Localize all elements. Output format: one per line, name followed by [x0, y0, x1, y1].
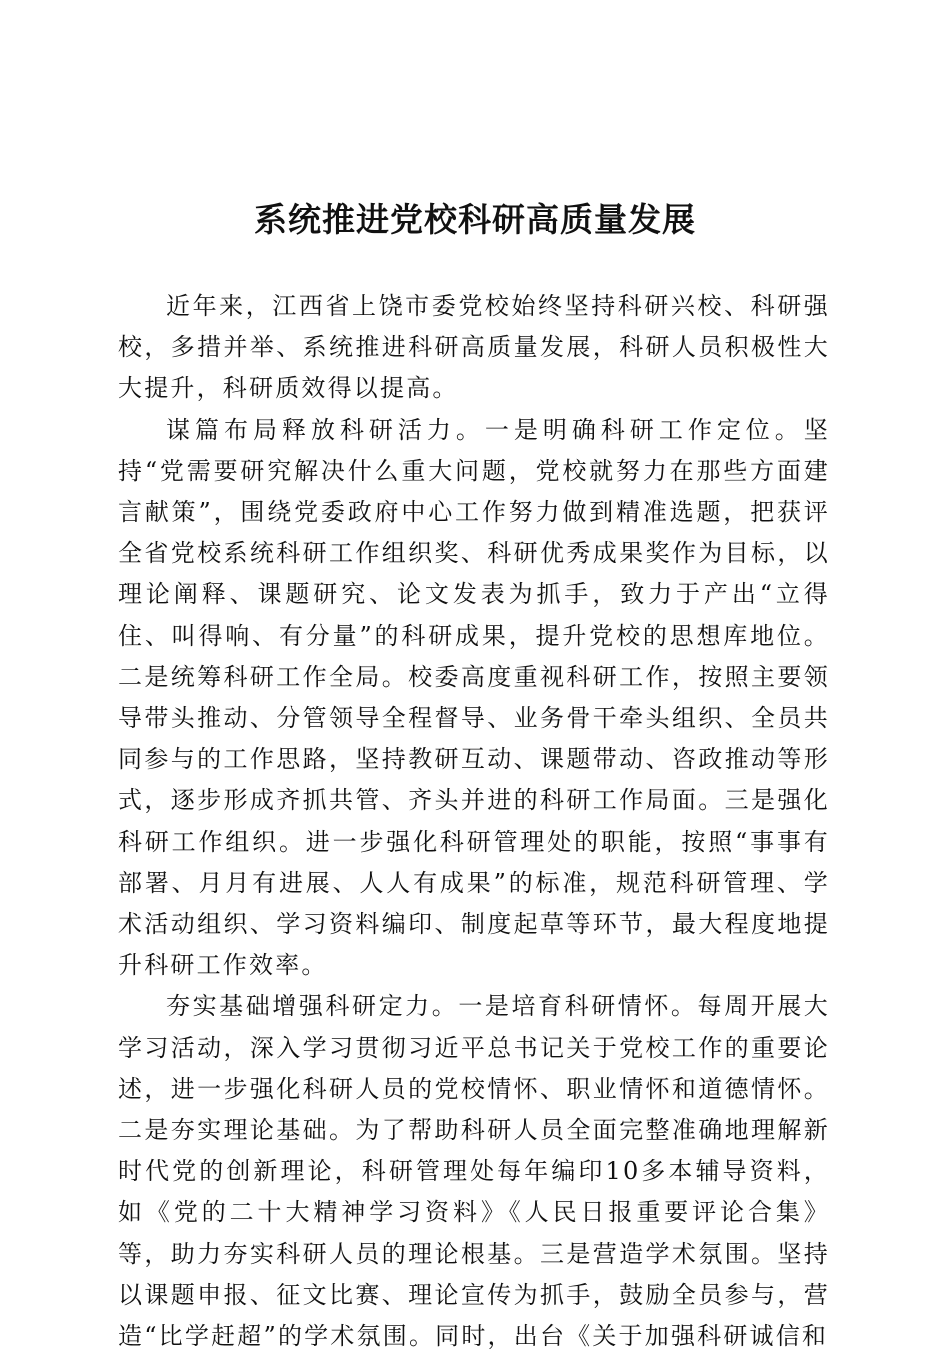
paragraph-foundation: 夯实基础增强科研定力。一是培育科研情怀。每周开展大学习活动，深入学习贯彻习近平总书记关于党校工作的重要论述，进一步强化科研人员的党校情怀、职业情怀和道德情怀。二是夯实理论基础。为了帮助科研人员全面完整准确地理解新时代党的创新理论，科研管理处每年编印10多本辅导资料，如《党的二十大精神学习资料》《人民日报重要评论合集》等，助力夯实科研人员的理论根基。三是营造学术氛围。坚持以课题申报、征文比赛、理论宣传为抓手，鼓励全员参与，营造“比学赶超”的学术氛围。同时，出台《关于加强科研诚信和 [118, 992, 830, 1351]
document-body [118, 286, 830, 1357]
paragraph-intro: 近年来，江西省上饶市委党校始终坚持科研兴校、科研强校，多措并举、系统推进科研高质量发展，科研人员积极性大大提升，科研质效得以提高。 [118, 292, 830, 403]
paragraph-planning: 谋篇布局释放科研活力。一是明确科研工作定位。坚持“党需要研究解决什么重大问题，党校就努力在那些方面建言献策”，围绕党委政府中心工作努力做到精准选题，把获评全省党校系统科研工作组织奖、科研优秀成果奖作为目标，以理论阐释、课题研究、论文发表为抓手，致力于产出“立得住、叫得响、有分量”的科研成果，提升党校的思想库地位。二是统筹科研工作全局。校委高度重视科研工作，按照主要领导带头推动、分管领导全程督导、业务骨干牵头组织、全员共同参与的工作思路，坚持教研互动、课题带动、咨政推动等形式，逐步形成齐抓共管、齐头并进的科研工作局面。三是强化科研工作组织。进一步强化科研管理处的职能，按照“事事有部署、月月有进展、人人有成果”的标准，规范科研管理、学术活动组织、学习资料编印、制度起草等环节，最大程度地提升科研工作效率。 [118, 415, 830, 980]
document-title: 系统推进党校科研高质量发展 [254, 200, 696, 239]
